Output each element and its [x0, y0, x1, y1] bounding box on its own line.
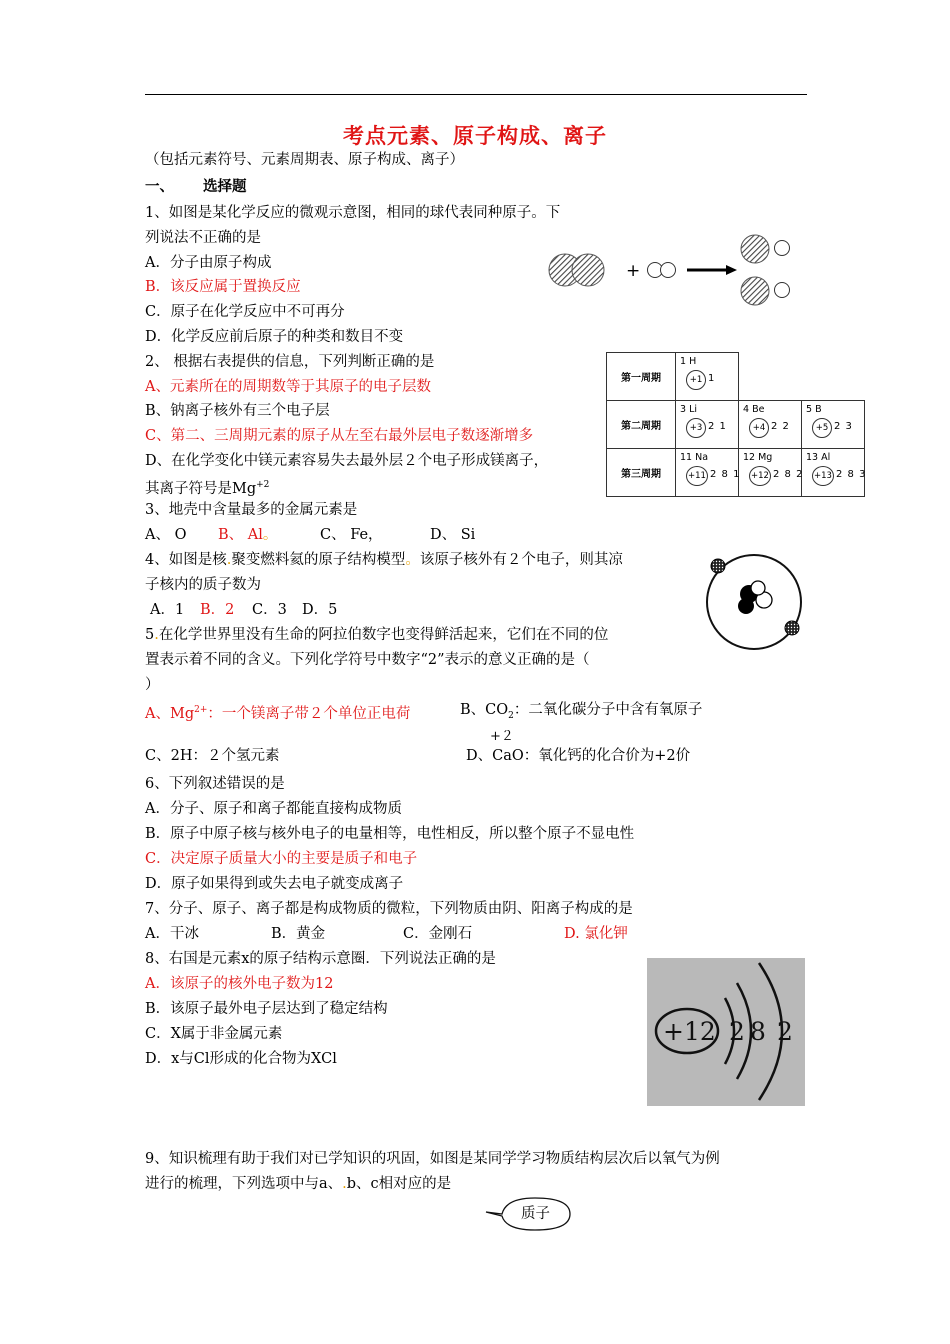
q5-stem-line1: 5.在化学世界里没有生命的阿拉伯数字也变得鲜活起来，它们在不同的位	[145, 627, 609, 643]
header-rule	[145, 94, 807, 95]
period-label-2: 第二周期	[607, 401, 676, 449]
page-subtitle: （包括元素符号、元素周期表、原子构成、离子）	[145, 152, 464, 168]
element-cell-al: 13 Al +13 2 8 3	[802, 449, 865, 497]
q5-stem-line2: 置表示着不同的含义。下列化学符号中数字“2”表示的意义正确的是（	[145, 652, 590, 668]
shell-count-3: 2	[777, 1017, 793, 1046]
shell-count-1: 2	[729, 1017, 745, 1046]
shell-count-2: 8	[750, 1017, 766, 1046]
section-heading: 选择题	[203, 178, 247, 195]
section-number: 一、	[145, 178, 174, 195]
q5-stem-line3: ）	[145, 677, 160, 693]
element-cell-b: 5 B +5 2 3	[802, 401, 865, 449]
q1-stem-line1: 1、如图是某化学反应的微观示意图，相同的球代表同种原子。下	[145, 205, 561, 221]
proton-bubble	[484, 1195, 586, 1233]
product-molecule-top	[741, 235, 790, 263]
reactant-hatched-molecule	[549, 254, 604, 286]
q2-option-d-line1: D、在化学变化中镁元素容易失去最外层２个电子形成镁离子，	[145, 453, 549, 469]
q5-option-d: D、CaO：氧化钙的化合价为+2价	[466, 748, 691, 764]
q2-option-a: A、元素所在的周期数等于其原子的电子层数	[145, 379, 431, 395]
q3-option-b: B、 Al。	[218, 527, 278, 543]
q3-option-d: D、 Si	[430, 527, 476, 543]
q2-option-c: C、第二、三周期元素的原子从左至右最外层电子数逐渐增多	[145, 428, 534, 444]
q9-stem-line2: 进行的梳理，下列选项中与a、.b、c相对应的是	[145, 1176, 452, 1192]
period-label-3: 第三周期	[607, 449, 676, 497]
q3-option-a: A、 O	[145, 527, 187, 543]
q1-option-b: B．该反应属于置换反应	[145, 279, 301, 295]
q2-option-d-line2: 其离子符号是$Mg^{+2}$	[145, 480, 270, 497]
q4-option-c: C．3	[252, 602, 287, 618]
q8-option-a: A．该原子的核外电子数为12	[145, 976, 334, 992]
element-cell-h: 1 H +1 1	[676, 353, 739, 401]
q7-option-a: A．干冰	[145, 926, 199, 942]
q4-option-a: A．1	[150, 602, 185, 618]
q7-option-c: C．金刚石	[403, 926, 473, 942]
q6-option-b: B．原子中原子核与核外电子的电量相等，电性相反，所以整个原子不显电性	[145, 826, 635, 842]
valence-mark: +２	[490, 729, 514, 744]
q8-option-c: C．X属于非金属元素	[145, 1026, 283, 1042]
product-molecule-bottom	[741, 277, 790, 305]
q5-option-b: B、$CO_2$：二氧化碳分子中含有氧原子	[460, 702, 703, 721]
q8-option-b: B．该原子最外电子层达到了稳定结构	[145, 1001, 388, 1017]
electron-bottom	[785, 621, 799, 635]
q1-option-a: A．分子由原子构成	[145, 255, 272, 271]
atom-structure-photo	[647, 958, 805, 1106]
element-cell-be: 4 Be +4 2 2	[739, 401, 802, 449]
q6-option-a: A．分子、原子和离子都能直接构成物质	[145, 801, 402, 817]
q1-stem-line2: 列说法不正确的是	[145, 230, 261, 246]
helium-atom-model	[700, 548, 808, 656]
q1-option-c: C．原子在化学反应中不可再分	[145, 304, 345, 320]
reactant-white-molecule	[648, 263, 676, 278]
q6-option-c: C．决定原子质量大小的主要是质子和电子	[145, 851, 418, 867]
q1-option-d: D．化学反应前后原子的种类和数目不变	[145, 329, 404, 345]
q8-stem: 8、右国是元素x的原子结构示意圈．下列说法正确的是	[145, 951, 496, 967]
q6-option-d: D．原子如果得到或失去电子就变成离子	[145, 876, 404, 892]
reaction-diagram	[540, 228, 800, 312]
element-cell-li: 3 Li +3 2 1	[676, 401, 739, 449]
page-title: 考点元素、原子构成、离子	[343, 123, 607, 148]
q5-option-c: C、2H：２个氢元素	[145, 748, 280, 764]
q2-stem: 2、 根据右表提供的信息，下列判断正确的是	[145, 354, 435, 370]
nucleus-charge: +12	[663, 1017, 716, 1046]
q4-stem-line2: 子核内的质子数为	[145, 577, 261, 593]
mg-shell-diagram	[647, 958, 805, 1106]
q3-option-c: C、 Fe，	[320, 527, 383, 543]
q9-stem-line1: 9、知识梳理有助于我们对已学知识的巩固，如图是某同学学习物质结构层次后以氧气为例	[145, 1151, 720, 1167]
q5-option-a: A、$Mg^{2+}$：一个镁离子带２个单位正电荷	[145, 705, 411, 722]
periodic-table-figure	[606, 352, 865, 497]
q2-option-b: B、钠离子核外有三个电子层	[145, 403, 330, 419]
plus-sign: +	[626, 261, 641, 281]
element-cell-mg: 12 Mg +12 2 8 2	[739, 449, 802, 497]
q4-option-d: D．5	[302, 602, 338, 618]
q6-stem: 6、下列叙述错误的是	[145, 776, 285, 792]
period-label-1: 第一周期	[607, 353, 676, 401]
q3-stem: 3、地壳中含量最多的金属元素是	[145, 502, 358, 518]
q7-option-d: D. 氯化钾	[564, 926, 628, 942]
q4-option-b: B．2	[200, 602, 235, 618]
q7-option-b: B．黄金	[271, 926, 326, 942]
q7-stem: 7、分子、原子、离子都是构成物质的微粒，下列物质由阴、阳离子构成的是	[145, 901, 633, 917]
reaction-arrow	[687, 265, 737, 275]
q8-option-d: D．x与Cl形成的化合物为XCl	[145, 1051, 337, 1067]
electron-top	[711, 559, 725, 573]
bubble-label: 质子	[521, 1206, 550, 1222]
element-cell-na: 11 Na +11 2 8 1	[676, 449, 739, 497]
q4-stem-line1: 4、如图是核.聚变燃料氦的原子结构模型。该原子核外有２个电子，则其凉	[145, 552, 623, 568]
